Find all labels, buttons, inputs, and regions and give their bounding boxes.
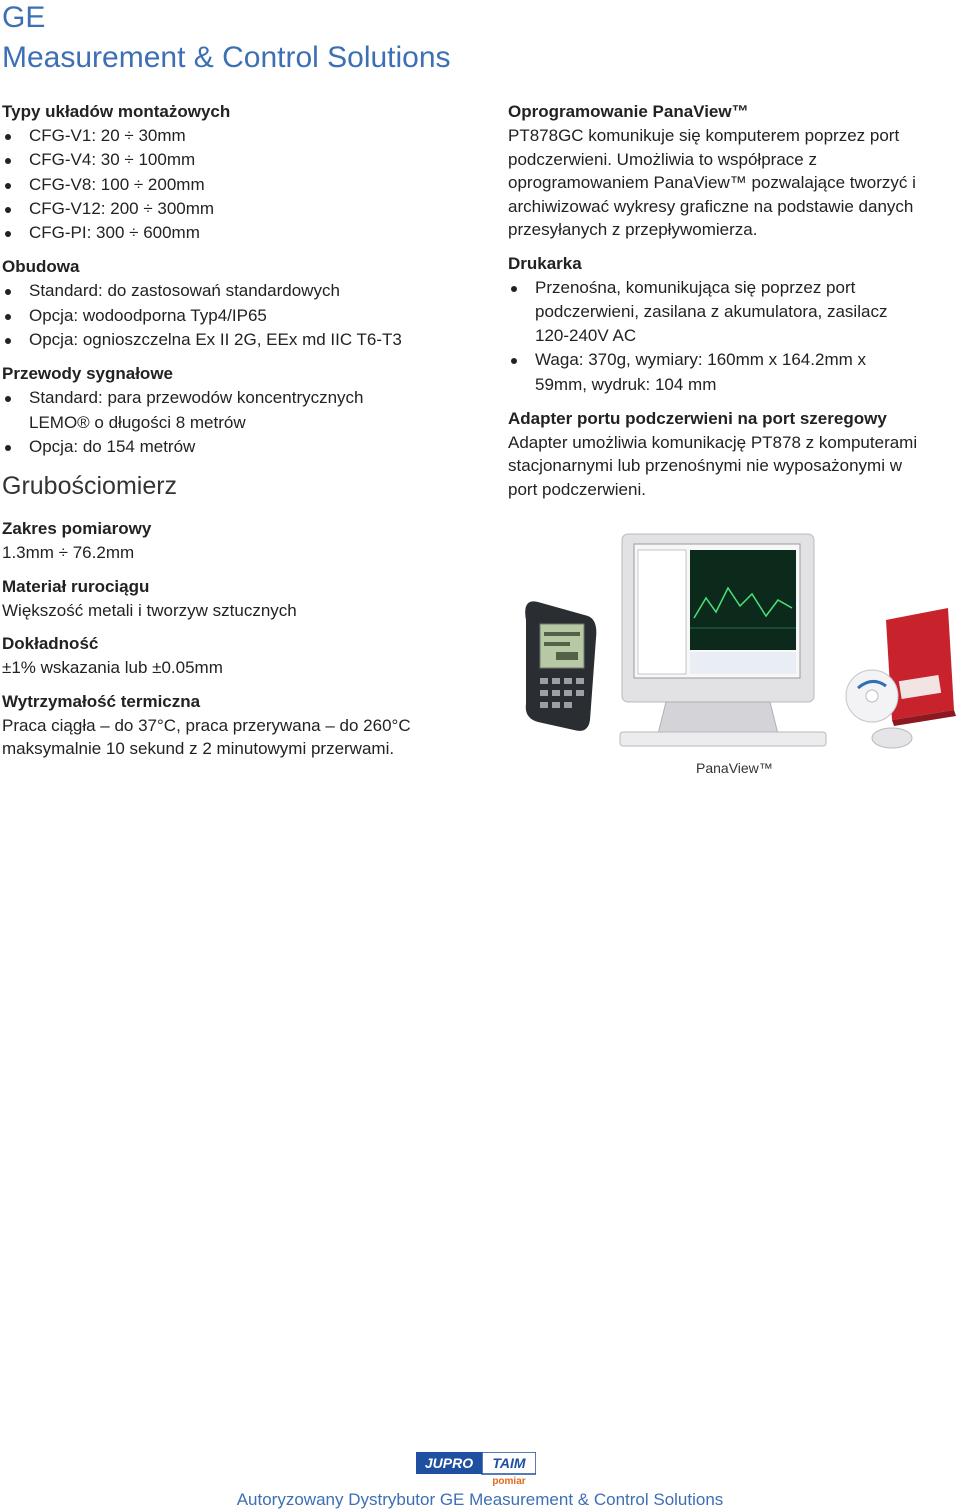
image-caption: PanaView™	[696, 760, 773, 776]
list-item	[508, 276, 960, 349]
mouse-illustration	[872, 728, 912, 748]
housing-list	[2, 279, 472, 352]
printer-section	[508, 252, 960, 397]
list-item-line: 120-240V AC	[535, 326, 637, 346]
adapter-line: stacjonarnymi lub przenośnymi nie wyposażonymi w	[508, 456, 902, 476]
list-item: Opcja: wodoodporna Typ4/IP65	[2, 304, 472, 328]
list-item-line: Standard: para przewodów koncentrycznych	[29, 388, 364, 408]
list-item-line: 59mm, wydruk: 104 mm	[535, 374, 717, 394]
material-value: Większość metali i tworzyw sztucznych	[2, 600, 297, 620]
logo-sub: pomiar	[492, 1476, 526, 1487]
list-item: CFG-V8: 100 ÷ 200mm	[2, 173, 472, 197]
housing-section	[2, 255, 472, 352]
mount-types-heading: Typy układów montażowych	[2, 102, 231, 121]
software-line: podczerwieni. Umożliwia to współprace z	[508, 149, 817, 169]
thermal-line: maksymalnie 10 sekund z 2 minutowymi przerwami.	[2, 739, 395, 759]
accuracy-value: ±1% wskazania lub ±0.05mm	[2, 658, 223, 678]
mount-types-section	[2, 100, 472, 245]
thickness-gauge-heading: Grubościomierz	[2, 472, 178, 501]
adapter-section	[508, 407, 960, 502]
material-heading: Materiał rurociągu	[2, 576, 150, 596]
logo-word1: JUPRO	[424, 1455, 474, 1471]
list-item: CFG-V12: 200 ÷ 300mm	[2, 197, 472, 221]
monitor-illustration	[622, 534, 814, 734]
thermal-section	[2, 690, 472, 761]
range-section	[2, 517, 472, 565]
keyboard-illustration	[620, 732, 826, 746]
footer-distributor: Autoryzowany Dystrybutor GE Measurement & Control Solutions	[236, 1490, 724, 1509]
software-line: archiwizować wykresy graficzne na podstawie danych	[508, 196, 914, 216]
list-item-line: LEMO® o długości 8 metrów	[29, 412, 246, 432]
list-item-line: Przenośna, komunikująca się poprzez port	[535, 277, 856, 297]
right-column	[508, 100, 960, 511]
cd-illustration	[846, 670, 898, 722]
printer-heading: Drukarka	[508, 253, 582, 273]
accuracy-heading: Dokładność	[2, 634, 99, 654]
cables-section	[2, 362, 472, 459]
range-value: 1.3mm ÷ 76.2mm	[2, 543, 135, 563]
software-line: oprogramowaniem PanaView™ pozwalające tworzyć i	[508, 173, 916, 192]
thermal-line: Praca ciągła – do 37°C, praca przerywana – do 260°C	[2, 715, 411, 735]
panaview-product-illustration	[516, 528, 960, 760]
left-column	[2, 100, 472, 771]
list-item	[2, 386, 472, 435]
adapter-heading: Adapter portu podczerwieni na port szeregowy	[508, 408, 887, 428]
list-item: Opcja: ognioszczelna Ex II 2G, EEx md IIC T6-T3	[2, 328, 472, 352]
software-line: przesyłanych z przepływomierza.	[508, 220, 758, 239]
list-item: CFG-V4: 30 ÷ 100mm	[2, 148, 472, 172]
material-section	[2, 575, 472, 623]
list-item: Standard: do zastosowań standardowych	[2, 279, 472, 303]
mount-types-list	[2, 124, 472, 245]
jupro-taim-logo	[416, 1452, 536, 1488]
accuracy-section	[2, 632, 472, 680]
list-item-line: podczerwieni, zasilana z akumulatora, zasilacz	[535, 301, 888, 321]
cables-heading: Przewody sygnałowe	[2, 364, 173, 384]
list-item	[508, 348, 960, 397]
software-section	[508, 100, 960, 242]
adapter-line: Adapter umożliwia komunikację PT878 z komputerami	[508, 432, 918, 452]
list-item: Opcja: do 154 metrów	[2, 435, 472, 459]
list-item-line: Waga: 370g, wymiary: 160mm x 164.2mm x	[535, 350, 866, 370]
software-line: PT878GC komunikuje się komputerem poprzez port	[508, 126, 900, 145]
title-company: Measurement & Control Solutions	[2, 41, 451, 74]
logo-word2: TAIM	[492, 1455, 526, 1471]
list-item: CFG-PI: 300 ÷ 600mm	[2, 221, 472, 245]
title-ge: GE	[2, 1, 46, 34]
printer-list	[508, 276, 960, 397]
flowmeter-device-illustration	[525, 601, 596, 731]
manual-book-illustration	[886, 608, 956, 726]
list-item: CFG-V1: 20 ÷ 30mm	[2, 124, 472, 148]
housing-heading: Obudowa	[2, 257, 80, 277]
page-title	[2, 0, 451, 78]
cables-list	[2, 386, 472, 459]
software-heading: Oprogramowanie PanaView™	[508, 102, 749, 121]
range-heading: Zakres pomiarowy	[2, 519, 152, 539]
adapter-line: port podczerwieni.	[508, 479, 646, 499]
thermal-heading: Wytrzymałość termiczna	[2, 691, 201, 711]
